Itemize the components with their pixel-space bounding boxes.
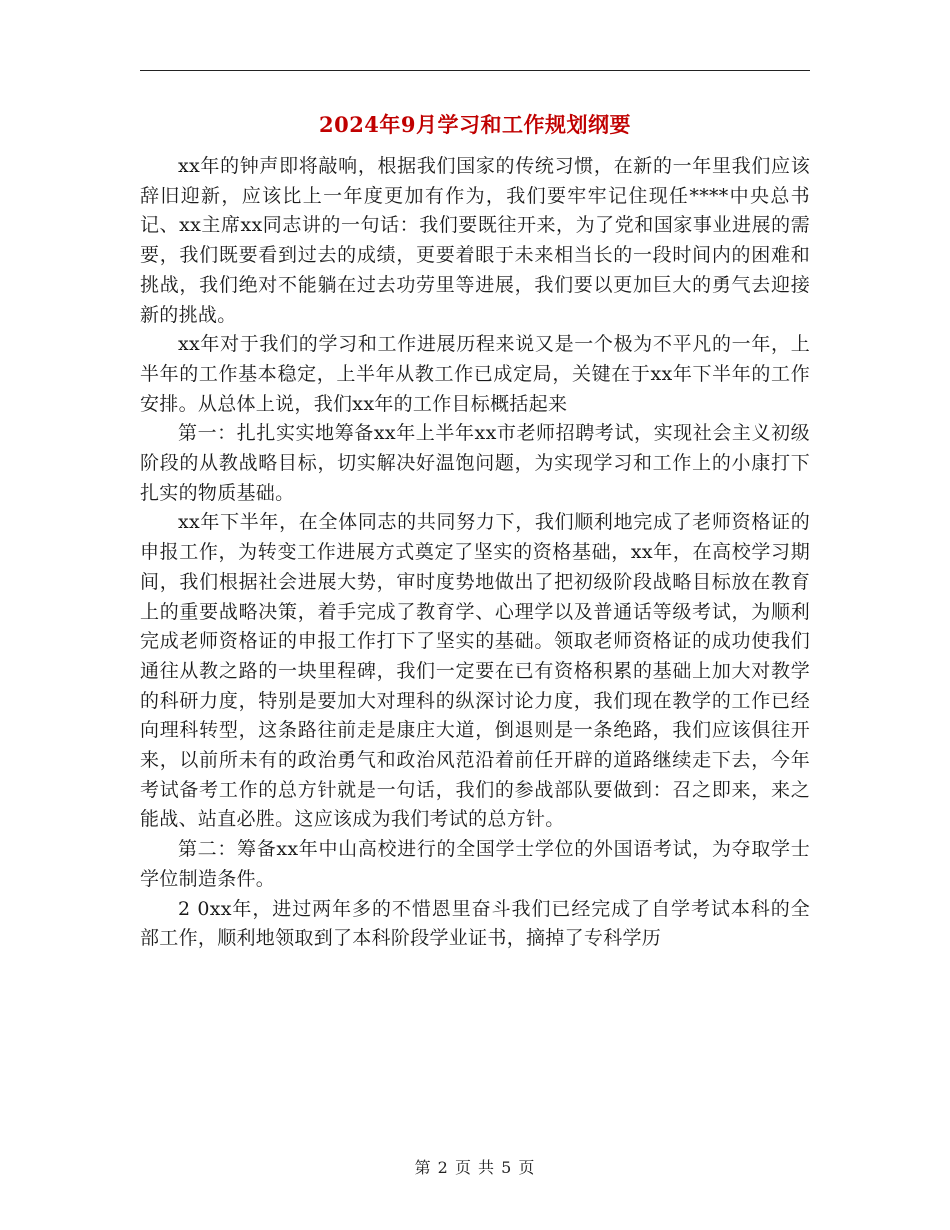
paragraph-goal-two: 第二：筹备xx年中山高校进行的全国学士学位的外国语考试，为夺取学士学位制造条件。 xyxy=(140,838,810,890)
paragraph-overview: xx年对于我们的学习和工作进展历程来说又是一个极为不平凡的一年，上半年的工作基本稳定，上半年从教工作已成定局，关键在于xx年下半年的工作安排。从总体上说，我们xx年的工作目标概括起来 xyxy=(140,333,810,415)
paragraph-progress: 2 0xx年，进过两年多的不惜恩里奋斗我们已经完成了自学考试本科的全部工作，顺利地领取到了本科阶段学业证书，摘掉了专科学历 xyxy=(140,897,810,950)
page-number: 第 2 页 共 5 页 xyxy=(414,1158,536,1177)
paragraph-goal-one: 第一：扎扎实实地筹备xx年上半年xx市老师招聘考试，实现社会主义初级阶段的从教战略目标，切实解决好温饱问题，为实现学习和工作上的小康打下扎实的物质基础。 xyxy=(140,422,810,504)
paragraph-intro: xx年的钟声即将敲响，根据我们国家的传统习惯，在新的一年里我们应该辞旧迎新，应该比上一年度更加有作为，我们要牢牢记住现任****中央总书记、xx主席xx同志讲的一句话：我们要既往开来，为了党和国家事业进展的需要，我们既要看到过去的成绩，更要着眼于未来相当长的一段时间内的困难和挑战，我们绝对不能躺在过去功劳里等进展，我们要以更加巨大的勇气去迎接新的挑战。 xyxy=(140,155,810,326)
document-title: 2024年9月学习和工作规划纲要 xyxy=(318,112,632,137)
header-rule xyxy=(140,70,810,71)
document-body xyxy=(140,152,810,954)
paragraph-review: xx年下半年，在全体同志的共同努力下，我们顺利地完成了老师资格证的申报工作，为转变工作进展方式奠定了坚实的资格基础，xx年，在高校学习期间，我们根据社会进展大势，审时度势地做出了把初级阶段战略目标放在教育上的重要战略决策，着手完成了教育学、心理学以及普通话等级考试，为顺利完成老师资格证的申报工作打下了坚实的基础。领取老师资格证的成功使我们通往从教之路的一块里程碑，我们一定要在已有资格积累的基础上加大对教学的科研力度，特别是要加大对理科的纵深讨论力度，我们现在教学的工作已经向理科转型，这条路往前走是康庄大道，倒退则是一条绝路，我们应该俱往开来，以前所未有的政治勇气和政治风范沿着前任开辟的道路继续走下去，今年考试备考工作的总方针就是一句话，我们的参战部队要做到：召之即来，来之能战、站直必胜。这应该成为我们考试的总方针。 xyxy=(140,511,810,831)
